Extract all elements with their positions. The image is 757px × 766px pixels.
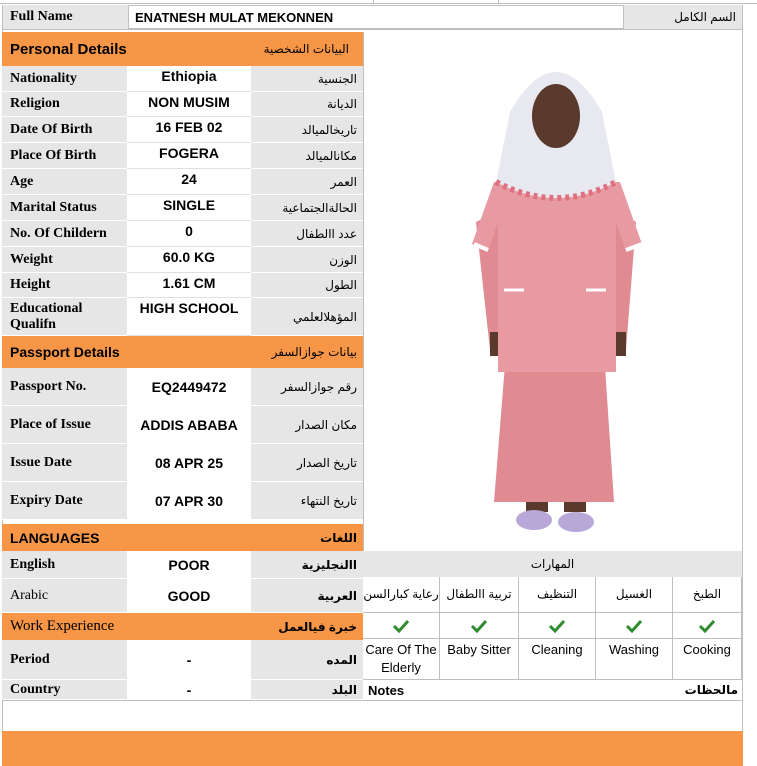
passport-row-value: ADDIS ABABA — [127, 406, 251, 444]
skill-label: Cooking — [673, 639, 742, 680]
personal-row-label: Height — [2, 273, 127, 298]
passport-row-label-ar: تاريخ النتهاء — [251, 482, 363, 520]
passport-row-label: Expiry Date — [2, 482, 127, 520]
personal-row-label: Marital Status — [2, 195, 127, 221]
language-row-label-ar: العربية — [251, 579, 363, 613]
full-name-label: Full Name — [2, 5, 128, 29]
passport-row-value: EQ2449472 — [127, 368, 251, 406]
language-row-value: POOR — [127, 551, 251, 579]
skill-label: Baby Sitter — [440, 639, 519, 680]
checkmark-icon — [698, 619, 716, 633]
work-row-label-ar: البلد — [251, 680, 363, 700]
notes-label-ar: مالحظات — [684, 683, 738, 697]
personal-row-value: 16 FEB 02 — [127, 117, 251, 143]
checkmark-icon — [392, 619, 410, 633]
notes-label: Notes — [368, 682, 405, 698]
name-row-bottom — [2, 29, 743, 30]
skill-label-ar: الغسيل — [596, 577, 673, 613]
work-row-label: Country — [2, 680, 127, 700]
personal-row-label-ar: مكانالميالد — [251, 143, 363, 169]
checkmark-icon — [625, 619, 643, 633]
passport-details-header: Passport Details — [2, 336, 127, 368]
bottom-divider — [2, 700, 743, 701]
skill-check-cell — [363, 613, 440, 639]
work-row-value: - — [127, 640, 251, 680]
skill-check-cell — [440, 613, 519, 639]
footer-bar — [2, 731, 743, 766]
skill-label: Cleaning — [519, 639, 596, 680]
skill-label: Care Of The Elderly — [363, 639, 440, 680]
skill-label-ar: التنظيف — [519, 577, 596, 613]
personal-row-label: Age — [2, 169, 127, 195]
personal-row-value: HIGH SCHOOL — [127, 298, 251, 336]
work-experience-header-ar: خبرة فيالعمل — [251, 613, 363, 640]
skills-header-ar: المهارات — [363, 551, 742, 577]
languages-header-ar: اللغات — [251, 524, 363, 551]
top-strip-cell — [373, 0, 499, 4]
skill-check-cell — [519, 613, 596, 639]
personal-row-label-ar: الوزن — [251, 247, 363, 273]
personal-row-label: Date Of Birth — [2, 117, 127, 143]
passport-row-label-ar: رقم جوازالسفر — [251, 368, 363, 406]
skill-label-ar: الطبخ — [673, 577, 742, 613]
personal-row-value: 0 — [127, 221, 251, 247]
personal-row-label-ar: المؤهلالعلمي — [251, 298, 363, 336]
personal-row-label-ar: عدد االطفال — [251, 221, 363, 247]
personal-row-label: Religion — [2, 92, 127, 117]
full-name-value: ENATNESH MULAT MEKONNEN — [128, 5, 624, 29]
personal-details-header-ar: البيانات الشخصية — [251, 32, 363, 66]
personal-row-label-ar: الحالةالجتماعية — [251, 195, 363, 221]
candidate-photo — [363, 32, 742, 551]
skill-check-cell — [673, 613, 742, 639]
passport-row-label: Issue Date — [2, 444, 127, 482]
work-row-value: - — [127, 680, 251, 700]
personal-row-value: NON MUSIM — [127, 92, 251, 117]
personal-row-value: 1.61 CM — [127, 273, 251, 298]
language-row-label-ar: االنجليزية — [251, 551, 363, 579]
skill-label: Washing — [596, 639, 673, 680]
language-row-label: English — [2, 551, 127, 579]
full-name-label-ar: السم الكامل — [624, 5, 742, 29]
personal-row-value: SINGLE — [127, 195, 251, 221]
personal-row-label: Place Of Birth — [2, 143, 127, 169]
passport-details-header-ar: بيانات جوازالسفر — [127, 336, 363, 368]
personal-row-label: Educational Qualifn — [2, 298, 127, 336]
personal-row-label-ar: الجنسية — [251, 66, 363, 92]
work-row-label: Period — [2, 640, 127, 680]
work-experience-header: Work Experience — [2, 613, 251, 640]
personal-row-label-ar: تاريخالميالد — [251, 117, 363, 143]
passport-row-value: 07 APR 30 — [127, 482, 251, 520]
checkmark-icon — [470, 619, 488, 633]
personal-row-label: No. Of Childern — [2, 221, 127, 247]
languages-header: LANGUAGES — [2, 524, 251, 551]
personal-row-label-ar: العمر — [251, 169, 363, 195]
passport-row-value: 08 APR 25 — [127, 444, 251, 482]
skill-check-cell — [596, 613, 673, 639]
personal-details-header: Personal Details — [2, 32, 251, 66]
language-row-value: GOOD — [127, 579, 251, 613]
passport-row-label: Place of Issue — [2, 406, 127, 444]
personal-row-value: 60.0 KG — [127, 247, 251, 273]
personal-row-value: Ethiopia — [127, 66, 251, 92]
language-row-label: Arabic — [2, 579, 127, 613]
passport-row-label-ar: تاريخ الصدار — [251, 444, 363, 482]
personal-row-value: 24 — [127, 169, 251, 195]
passport-row-label-ar: مكان الصدار — [251, 406, 363, 444]
skill-label-ar: رعاية كبارالسن — [363, 577, 440, 613]
work-row-label-ar: المده — [251, 640, 363, 680]
personal-row-label: Nationality — [2, 66, 127, 92]
skill-label-ar: تربية االطفال — [440, 577, 519, 613]
personal-row-label-ar: الديانة — [251, 92, 363, 117]
passport-row-label: Passport No. — [2, 368, 127, 406]
personal-row-label: Weight — [2, 247, 127, 273]
candidate-photo-figure — [364, 32, 743, 551]
personal-row-label-ar: الطول — [251, 273, 363, 298]
personal-row-value: FOGERA — [127, 143, 251, 169]
checkmark-icon — [548, 619, 566, 633]
